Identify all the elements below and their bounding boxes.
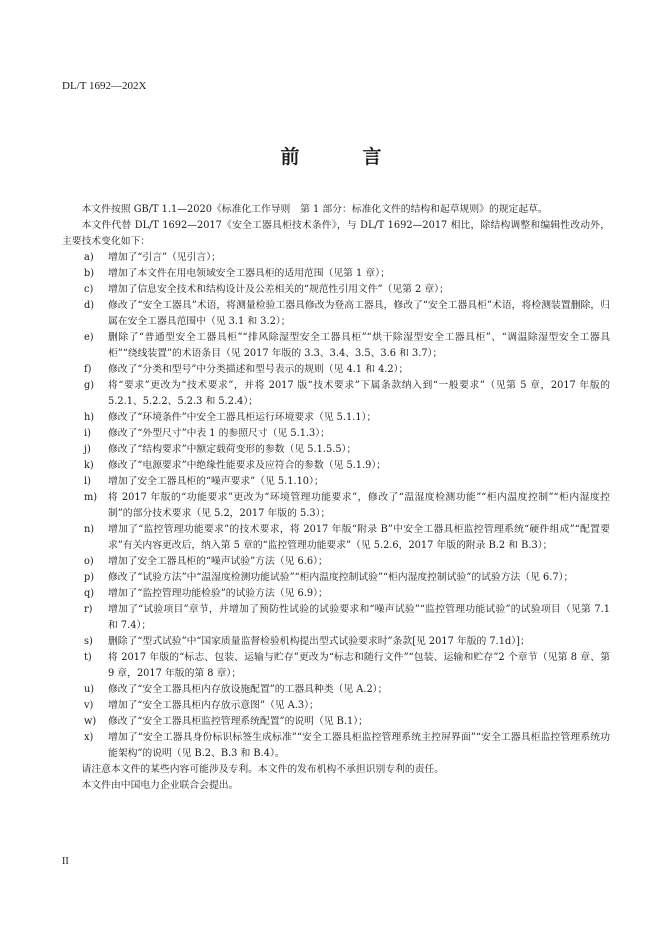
list-item-label: r) — [84, 604, 93, 615]
list-item-text: 修改了“安全工器具柜内存放设施配置”的工器具种类（见 A.2）； — [108, 684, 388, 695]
list-item-label: g) — [84, 380, 95, 391]
list-item — [62, 698, 610, 714]
list-item — [62, 442, 610, 458]
list-item — [62, 490, 610, 522]
list-item-label: a) — [84, 252, 94, 263]
list-item — [62, 282, 610, 298]
list-item-label: q) — [84, 588, 95, 599]
list-item — [62, 330, 610, 362]
list-item-label: d) — [84, 300, 95, 311]
list-item-text: 增加了安全工器具柜的“噪声试验”方法（见 6.6）； — [108, 556, 328, 567]
list-item-text: 修改了“电源要求”中绝缘性能要求及应符合的参数（见 5.1.9）； — [108, 460, 387, 471]
list-item-text: 修改了“安全工器具柜监控管理系统配置”的说明（见 B.1）； — [108, 716, 368, 727]
list-item-text: 增加了“安全工器具身份标识标签生成标准”“安全工器具柜监控管理系统主控屏界面”“安全工器具柜监控管理系统功能架构”的说明（见 B.2、B.3 和 B.4）。 — [108, 732, 610, 759]
list-item — [62, 682, 610, 698]
list-item-text: 增加了本文件在用电领域安全工器具柜的适用范围（见第 1 章）； — [108, 268, 390, 279]
list-item — [62, 554, 610, 570]
list-item — [62, 586, 610, 602]
list-item-text: 删除了“型式试验”中“国家质量监督检验机构提出型式试验要求时”条款[见 2017 年版的 7.1d）]； — [108, 636, 530, 647]
list-item-text: 增加了“监控管理功能检验”的试验方法（见 6.9）； — [108, 588, 328, 599]
list-item-text: 增加了安全工器具柜的“噪声要求”（见 5.1.10）； — [108, 476, 324, 487]
list-item-text: 增加了信息安全技术和结构设计及公差相关的“规范性引用文件”（见第 2 章）； — [108, 284, 449, 295]
list-item-text: 增加了“监控管理功能要求”的技术要求，将 2017 年版“附录 B”中安全工器具柜监控管理系统“硬件组成”“配置要求”有关内容更改后，纳入第 5 章的“监控管理功能要求”（见 5.2.6，2017 年版的附录 B.2 和 B.3）； — [108, 524, 610, 551]
list-item-text: 将 2017 年版的“功能要求”更改为“环境管理功能要求”，修改了“温湿度检测功能”“柜内温度控制”“柜内湿度控制”的部分技术要求（见 5.2，2017 年版的 5.3）； — [108, 492, 610, 519]
list-item — [62, 634, 610, 650]
list-item — [62, 378, 610, 410]
list-item-label: f) — [84, 364, 92, 375]
list-item-label: t) — [84, 652, 92, 663]
list-item — [62, 714, 610, 730]
list-item-label: c) — [84, 284, 94, 295]
list-item-label: w) — [84, 716, 97, 727]
list-item-label: k) — [84, 460, 94, 471]
list-item — [62, 250, 610, 266]
page-number: II — [62, 856, 69, 867]
list-item-label: u) — [84, 684, 95, 695]
list-item-label: h) — [84, 412, 95, 423]
list-item — [62, 426, 610, 442]
page-title: 前 言 — [280, 146, 404, 168]
list-item-text: 增加了“安全工器具柜内存放示意图”（见 A.3）； — [108, 700, 319, 711]
list-item-label: e) — [84, 332, 94, 343]
list-item-label: m) — [84, 492, 98, 503]
list-item-text: 修改了“试验方法”中“温湿度检测功能试验”“柜内温度控制试验”“柜内湿度控制试验”的试验方法（见 6.7）； — [108, 572, 574, 583]
list-item — [62, 458, 610, 474]
list-item — [62, 730, 610, 762]
list-item-label: n) — [84, 524, 95, 535]
closing-paragraph: 本文件由中国电力企业联合会提出。 — [81, 780, 239, 791]
list-item — [62, 474, 610, 490]
list-item-text: 修改了“结构要求”中额定载荷变形的参数（见 5.1.5.5）； — [108, 444, 357, 455]
list-item — [62, 602, 610, 634]
closing-paragraph: 请注意本文件的某些内容可能涉及专利。本文件的发布机构不承担识别专利的责任。 — [81, 764, 445, 775]
std-code: DL/T 1692—202X — [62, 80, 147, 92]
list-item — [62, 362, 610, 378]
list-item-label: l) — [84, 476, 91, 487]
list-item-label: s) — [84, 636, 93, 647]
list-item-text: 增加了“试验项目”章节，并增加了预防性试验的试验要求和“噪声试验”“监控管理功能试验”的试验项目（见第 7.1 和 7.4）； — [108, 604, 610, 631]
intro-paragraph: 本文件代替 DL/T 1692—2017《安全工器具柜技术条件》，与 DL/T 1692—2017 相比，除结构调整和编辑性改动外，主要技术变化如下： — [62, 220, 610, 247]
intro-paragraph: 本文件按照 GB/T 1.1—2020《标准化工作导则 第 1 部分：标准化文件的结构和起草规则》的规定起草。 — [81, 204, 548, 215]
list-item — [62, 266, 610, 282]
document-body — [62, 202, 610, 794]
list-item — [62, 298, 610, 330]
list-item-label: x) — [84, 732, 94, 743]
list-item-label: v) — [84, 700, 94, 711]
list-item-label: o) — [84, 556, 94, 567]
list-item-text: 修改了“环境条件”中安全工器具柜运行环境要求（见 5.1.1）； — [108, 412, 377, 423]
list-item-text: 删除了“普通型安全工器具柜”“排风除湿型安全工器具柜”“烘干除湿型安全工器具柜”、“调温除湿型安全工器具柜”“绕线装置”的术语条目（见 2017 年版的 3.3、3.4、3.5、3.6 和 3.7）； — [108, 332, 610, 359]
list-item-text: 修改了“安全工器具”术语，将测量检验工器具修改为登高工器具，修改了“安全工器具柜”术语，将检测装置删除，归属在安全工器具范围中（见 3.1 和 3.2）； — [108, 300, 610, 327]
list-item-text: 修改了“外型尺寸”中表 1 的参照尺寸（见 5.1.3）； — [108, 428, 330, 439]
list-item-text: 修改了“分类和型号”中分类描述和型号表示的规则（见 4.1 和 4.2）； — [108, 364, 409, 375]
list-item-label: j) — [84, 444, 91, 455]
list-item — [62, 570, 610, 586]
list-item-label: b) — [84, 268, 95, 279]
list-item-text: 将 2017 年版的“标志、包装、运输与贮存”更改为“标志和随行文件”“包装、运输和贮存”2 个章节（见第 8 章、第 9 章，2017 年版的第 8 章）； — [108, 652, 610, 679]
list-item-label: i) — [84, 428, 91, 439]
list-item — [62, 410, 610, 426]
list-item-text: 增加了“引言”（见引言）； — [108, 252, 221, 263]
change-list — [62, 250, 610, 762]
list-item — [62, 522, 610, 554]
list-item — [62, 650, 610, 682]
list-item-text: 将“要求”更改为“技术要求”，并将 2017 版“技术要求”下属条款纳入到“一般要求”（见第 5 章，2017 年版的 5.2.1、5.2.2、5.2.3 和 5.2.4）； — [108, 380, 610, 407]
list-item-label: p) — [84, 572, 95, 583]
